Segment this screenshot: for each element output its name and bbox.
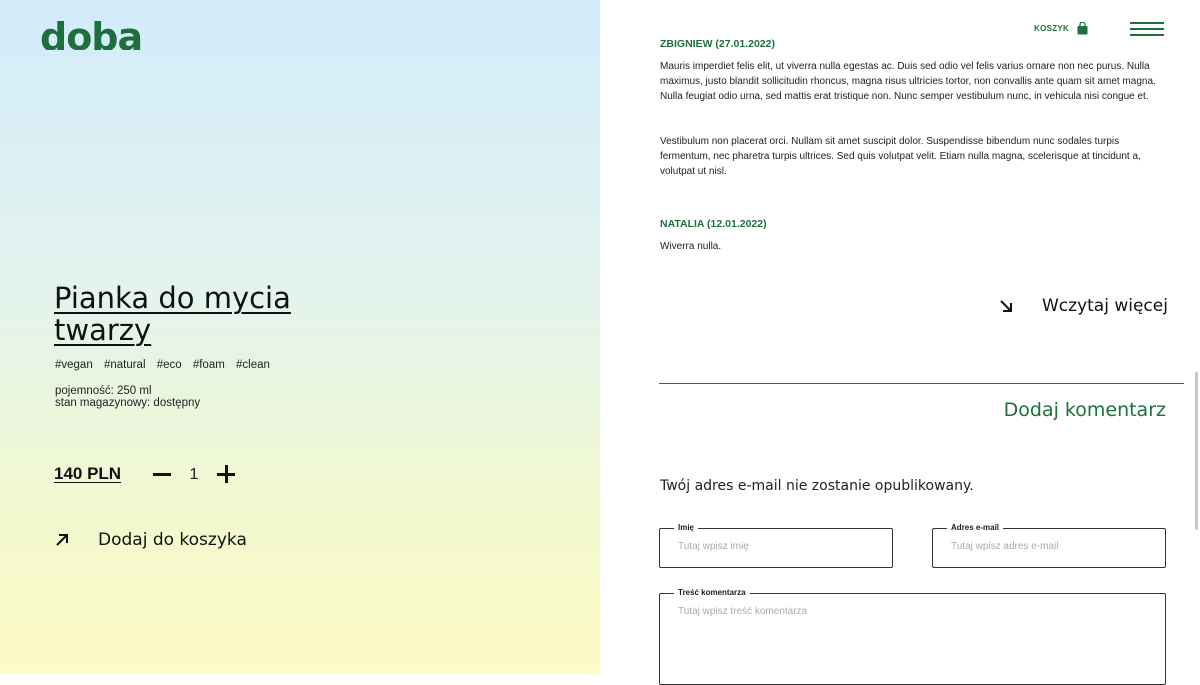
product-stock: stan magazynowy: dostępny [55,397,201,409]
arrow-up-right-icon [54,532,70,548]
email-field-wrapper [932,523,1166,568]
product-panel [0,0,600,674]
comment-field-label: Treść komentarza [674,588,750,597]
scrollbar-thumb[interactable] [1195,372,1198,530]
brand-logo[interactable]: doba [40,15,143,50]
product-tags [55,359,278,371]
hamburger-icon-line [1130,22,1164,24]
review-author: NATALIA (12.01.2022) [660,218,767,230]
load-more-button[interactable] [998,296,1168,316]
name-field-wrapper [659,523,893,568]
tag[interactable]: #natural [103,359,146,371]
comment-field-wrapper [659,588,1166,685]
load-more-label: Wczytaj więcej [1042,296,1168,316]
review-text: Mauris imperdiet felis elit, ut viverra nulla egestas ac. Duis sed odio vel felis varius ornare non nec purus. Nulla maximus, justo blandit sollicitudin rhoncus, magna risus ultricies tortor, non convallis ante quam sit amet magna. Nulla feugiat odio urna, sed mattis erat tristique non. Nunc semper vestibulum nunc, in vehicula nisi congue et. [660,61,1156,102]
product-meta [55,385,200,409]
hamburger-icon-line [1130,28,1164,30]
product-title: Pianka do mycia twarzy [54,281,291,347]
product-capacity: pojemność: 250 ml [55,385,152,397]
comment-textarea[interactable] [678,606,1148,666]
scrollbar[interactable] [1194,0,1200,674]
review-text: Vestibulum non placerat orci. Nullam sit amet suscipit dolor. Suspendisse bibendum nunc sodales turpis fermentum, nec pharetra turpis ultrices. Sed quis volutpat velit. Etiam nulla magna, scelerisque at tincidunt a, volutpat ut nisl. [660,136,1141,177]
cart-button[interactable] [1034,22,1088,35]
review-text: Wiverra nulla. [660,241,722,252]
quantity-increase-button[interactable] [214,462,238,486]
tag[interactable]: #clean [236,359,270,371]
email-input[interactable] [951,541,1151,552]
review-author: ZBIGNIEW (27.01.2022) [660,38,775,50]
section-divider [659,383,1184,384]
tag[interactable]: #vegan [55,359,93,371]
arrow-down-right-icon [998,298,1014,314]
hamburger-icon-line [1130,34,1164,36]
quantity-decrease-button[interactable] [150,462,174,486]
tag[interactable]: #eco [156,359,182,371]
quantity-value: 1 [189,466,199,483]
email-field-label: Adres e-mail [947,523,1003,532]
name-input[interactable] [678,541,878,552]
add-to-cart-label: Dodaj do koszyka [98,530,247,550]
add-to-cart-button[interactable] [54,530,247,550]
name-field-label: Imię [674,523,698,532]
email-privacy-note: Twój adres e-mail nie zostanie opublikowany. [660,478,974,494]
cart-label: KOSZYK [1034,24,1070,33]
tag[interactable]: #foam [192,359,225,371]
reviews-panel [600,0,1200,674]
product-price: 140 PLN [54,464,122,483]
menu-button[interactable] [1130,22,1164,36]
comment-form-heading: Dodaj komentarz [1003,399,1166,421]
bag-icon [1077,22,1088,35]
